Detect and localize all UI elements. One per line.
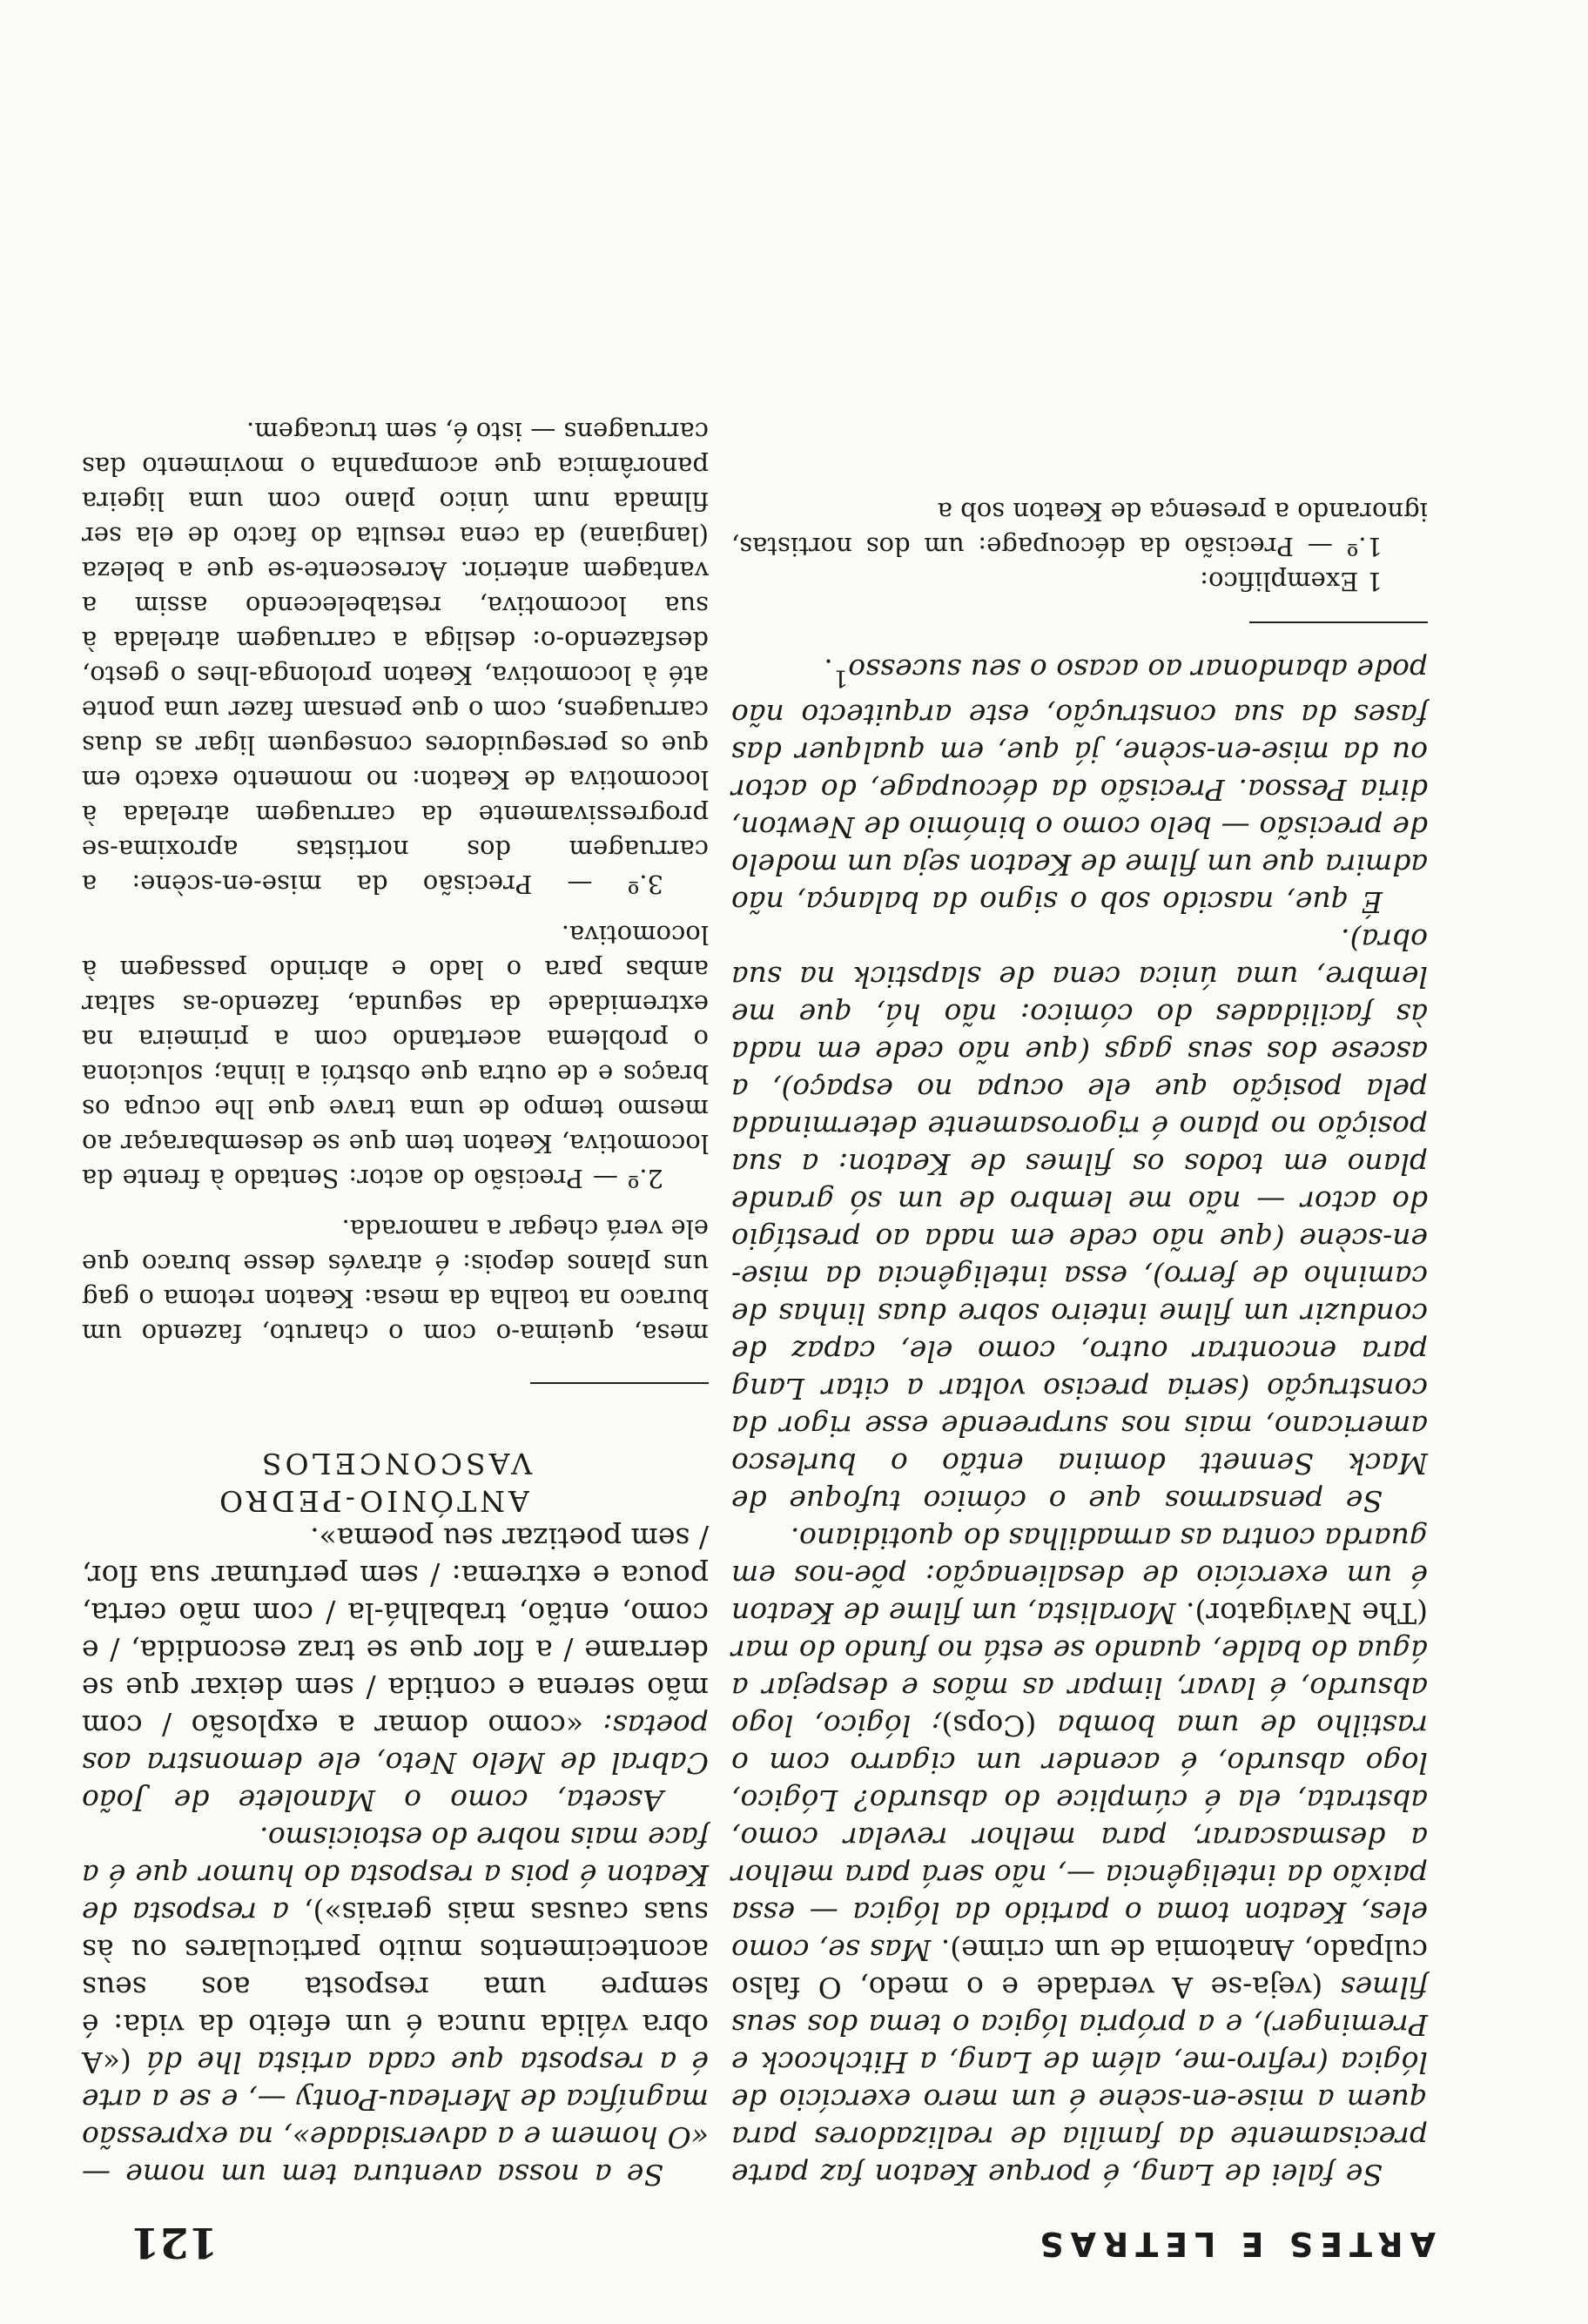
left-column	[731, 494, 1428, 2193]
paragraph-text: Se falei de Lang, é porque Keaton faz parte precisamente da família de realizadores para quem a mise-en-scène é um mero exercício de lógica (refiro-me, além de Lang, a Hitchcock e Preminger), e a própria lógica o tema dos seus filmes	[731, 1971, 1428, 2192]
running-head: ARTES E LETRAS	[1033, 2225, 1436, 2263]
paragraph-ascetic	[82, 1520, 709, 1819]
paragraph-text: («A obra válida nunca é um efeito da vida: é sempre uma resposta aos seus acontecimentos muito particulares ou às suas causas mais gerais»),	[82, 1896, 709, 2079]
author-signature: ANTÓNIO-PEDRO VASCONCELOS	[216, 1447, 533, 1518]
paragraph-lang-logic	[731, 1520, 1428, 2193]
footnote-marker: 1	[832, 664, 849, 692]
paragraph-text: É que, nascido sob o signo da balança, não admira que um filme de Keaton seja um modelo de precisão — belo como o binómio de Newton, diria Pessoa. Precisão da découpage, do actor ou da mise-en-scène, já que, em qualquer das fases da sua construção, este arquitecto não pode abandonar ao acaso o seu sucesso	[731, 653, 1428, 919]
paragraph-text: a resposta de Keaton é pois a resposta do humor que é a face mais nobre do estoicismo.	[82, 1821, 709, 1930]
paragraph-text: Asceta, como o Manolete de João Cabral de Melo Neto, ele demonstra aos poetas:	[82, 1709, 709, 1817]
paragraph-text: Se a nossa aventura tem um nome — «O homem e a adversidade», na expressão magnífica de Merleau-Ponty —, e se a arte é a resposta que cada artista lhe dá	[82, 2045, 709, 2192]
footnote-3: 3.º — Precisão da mise-en-scène: a carruagem dos nortistas aproxima-se progressivamente da carruagem atrelada à locomotiva de Keaton: no momento exacto em que os perseguidores conseguem ligar as duas carruagens, com o que pensam fazer uma ponte até à locomotiva, Keaton prolonga-lhes o gesto, desfazendo-o: desliga a carruagem atrelada à sua locomotiva, restabelecendo assim a vantagem anterior. Acrescente-se que a beleza (langiana) da cena resulta do facto de ela ser filmada num único plano com uma ligeira panorâmica que acompanha o movimento das carruagens — isto é, sem trucagem.	[82, 417, 709, 899]
footnote-1-continued: mesa, queima-o com o charuto, fazendo um buraco na toalha da mesa: Keaton retoma o gag uns planos depois: é através desse buraco que ele verá chegar a namorada.	[82, 1214, 709, 1348]
right-column	[82, 414, 709, 2193]
paragraph-text: (Cops)	[941, 1709, 1037, 1743]
footnote-separator	[1249, 621, 1428, 623]
footnote-1: 1.º — Precisão da découpage: um dos nortistas, ignorando a presença de Keaton sob a	[731, 497, 1428, 561]
paragraph-text: Moralista, um filme de Keaton é um exercício de desalienação: põe-nos em guarda contra as armadilhas do quotidiano.	[731, 1521, 1428, 1630]
paragraph-text: (The Navigator).	[1186, 1596, 1428, 1630]
paragraph-text: Mas se, como eles, Keaton toma o partido da lógica — essa paixão da inteligência —, não será para melhor a desmascarar, para melhor revelar como, abstrata, ela é cúmplice do absurdo? Lógico, logo absurdo, é acender um cigarro com o rastilho de uma bomba	[731, 1709, 1428, 1967]
footnote-heading: 1 Exemplifico:	[1200, 567, 1383, 596]
page-header	[131, 2214, 1436, 2267]
page-number: 121	[131, 2218, 219, 2267]
paragraph-text: (veja-se A verdade e o medo, O falso culpado, Anatomia de um crime).	[731, 1933, 1428, 2005]
footnote-2: 2.º — Precisão do actor: Sentado à frente da locomotiva, Keaton tem que se desembaraçar ao mesmo tempo de uma trave que lhe ocupa os braços e de outra que obstrói a linha; soluciona o problema acertando com a primeira na extremidade da segunda, fazendo-as saltar ambas para o lado e abrindo passagem à locomotiva.	[82, 920, 709, 1193]
paragraph-text: «como domar a explosão / com mão serena e contida / sem deixar que se derrame / a flor que se traz escondida, / e como, então, trabalhá-la / com mão certa, pouca e extrema: / sem perfumar sua flor, / sem poetizar seu poema».	[82, 1521, 709, 1743]
paragraph-precision: É que, nascido sob o signo da balança, não admira que um filme de Keaton seja um modelo de precisão — belo como o binómio de Newton, diria Pessoa. Precisão da découpage, do actor ou da mise-en-scène, já que, em qualquer das fases da sua construção, este arquitecto não pode abandonar ao acaso o seu sucesso$^1$.	[731, 653, 1428, 919]
paragraph-adventure	[82, 1819, 709, 2193]
paragraph-text: ; lógico, logo absurdo, é lavar, limpar as mãos e despejar a água do balde, quando se está no fundo do mar	[731, 1634, 1428, 1743]
paragraph-mack-sennett: Se pensarmos que o cómico tufoque de Mack Sennett domina então o burlesco americano, mais nos surpreende esse rigor da construção (seria preciso voltar a citar Lang para encontrar outro, como ele, capaz de conduzir um filme inteiro sobre duas linhas de caminho de ferro), essa inteligência da mise-en-scène (que não cede em nada ao prestígio do actor — não me lembro de um só grande plano em todos os filmes de Keaton: a sua posição no plano é rigorosamente determinada pela posição que ele ocupa no espaço), a ascese dos seus gags (que não cede em nada às facilidades do cómico: não há, que me lembre, uma única cena de slapstick na sua obra).	[731, 923, 1428, 1518]
footnote-separator	[530, 1382, 709, 1384]
